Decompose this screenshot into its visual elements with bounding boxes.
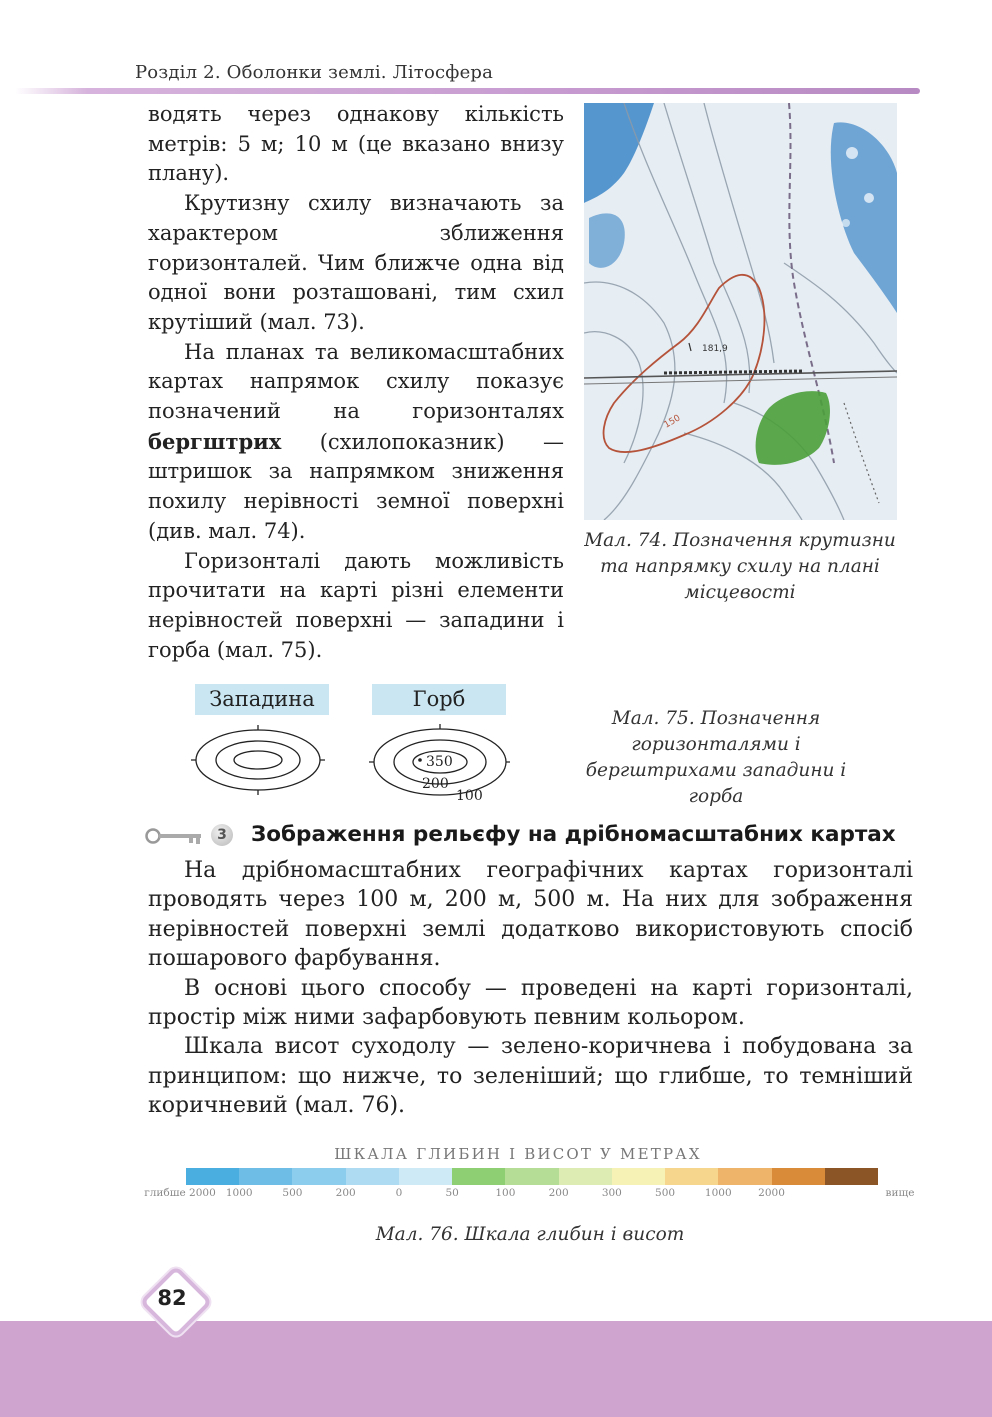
scale-label-4: 0 (395, 1187, 403, 1199)
footer-band (0, 1321, 992, 1417)
scale-label-0: глибше 2000 (144, 1187, 216, 1199)
fig75-contour-ellipses (190, 718, 510, 806)
label-hill: Горб (372, 684, 506, 715)
scale-labels (144, 1187, 915, 1201)
scale-label-9: 500 (655, 1187, 676, 1199)
scale-label-5: 50 (445, 1187, 459, 1199)
scale-segment-6 (505, 1168, 558, 1185)
fig76-depth-elevation-scale (144, 1145, 915, 1205)
scale-segment-8 (612, 1168, 665, 1185)
scale-segment-10 (718, 1168, 771, 1185)
hill-label-100: 100 (456, 788, 483, 804)
section-title: Зображення рельєфу на дрібномасштабних картах (251, 822, 896, 847)
scale-segment-3 (346, 1168, 399, 1185)
scale-segment-2 (292, 1168, 345, 1185)
paragraph-2: Крутизну схилу визначають за характером зближення горизонталей. Чим ближче одна від одної вони розташовані, тим схил крутіший (мал. 73). (148, 191, 564, 334)
scale-color-bar (186, 1168, 878, 1185)
scale-label-3: 200 (335, 1187, 356, 1199)
section-number: 3 (211, 824, 233, 846)
map-elevation-label: 181,9 (702, 344, 728, 354)
left-column-text (148, 100, 564, 665)
page-number-badge (140, 1266, 204, 1330)
scale-segment-11 (772, 1168, 825, 1185)
scale-label-8: 300 (601, 1187, 622, 1199)
paragraph-1: водять через однакову кількість метрів: 5 м; 10 м (це вказано внизу плану). (148, 102, 564, 186)
scale-segment-9 (665, 1168, 718, 1185)
scale-label-2: 500 (282, 1187, 303, 1199)
paragraph-4: Горизонталі дають можливість прочитати на карті різні елементи нерівностей поверхні — западини і горба (мал. 75). (148, 548, 564, 662)
scale-label-11: 2000 (758, 1187, 785, 1199)
header-rule (15, 88, 920, 94)
paragraph-3-start: На планах та великомасштабних картах напрямок схилу показує позначений на горизонталях (148, 339, 564, 424)
map-contour-label: 150 (662, 413, 683, 431)
paragraph-3 (148, 338, 564, 547)
scale-segment-0 (186, 1168, 239, 1185)
label-depression: Западина (195, 684, 329, 715)
term-bergshtrykh: бергштрих (148, 428, 282, 454)
scale-label-7: 200 (548, 1187, 569, 1199)
section-paragraph-1: На дрібномасштабних географічних картах горизонталі проводять через 100 м, 200 м, 500 м. На них для зображення нерівностей поверхні землі додатково використовують спосіб пошарового фарбування. (148, 858, 913, 972)
fig74-contour-map-image (584, 103, 897, 520)
fig74-caption: Мал. 74. Позначення крутизни та напрямку схилу на плані місцевості (584, 530, 896, 603)
section-heading (145, 822, 925, 856)
scale-segment-5 (452, 1168, 505, 1185)
paragraph-3-end: (схилопоказник) — штришок за напрямком зниження похилу нерівності земної поверхні (див. мал. 74). (148, 429, 564, 543)
fig75-caption: Мал. 75. Позначення горизонталями і бергштрихами западини і горба (585, 708, 847, 807)
fig76-caption: Мал. 76. Шкала глибин і висот (375, 1224, 685, 1245)
page-number: 82 (157, 1286, 187, 1310)
scale-segment-4 (399, 1168, 452, 1185)
key-icon (145, 826, 205, 846)
section-paragraph-2: В основі цього способу — проведені на карті горизонталі, простір між ними зафарбовують певним кольором. (148, 975, 913, 1031)
scale-segment-1 (239, 1168, 292, 1185)
scale-label-6: 100 (495, 1187, 516, 1199)
scale-title: ШКАЛА ГЛИБИН І ВИСОТ У МЕТРАХ (334, 1145, 702, 1163)
scale-segment-7 (559, 1168, 612, 1185)
scale-label-12: вище (885, 1187, 915, 1199)
section-paragraph-3: Шкала висот суходолу — зелено-коричнева і побудована за принципом: що нижче, то зеленіший; що глибше, то темніший коричневий (мал. 76). (148, 1034, 913, 1119)
scale-segment-12 (825, 1168, 878, 1185)
running-head: Розділ 2. Оболонки землі. Літосфера (135, 62, 494, 83)
section-body (148, 856, 913, 1121)
scale-label-10: 1000 (704, 1187, 732, 1199)
hill-label-200: 200 (422, 776, 449, 792)
hill-label-350: 350 (426, 754, 453, 770)
scale-label-1: 1000 (225, 1187, 253, 1199)
